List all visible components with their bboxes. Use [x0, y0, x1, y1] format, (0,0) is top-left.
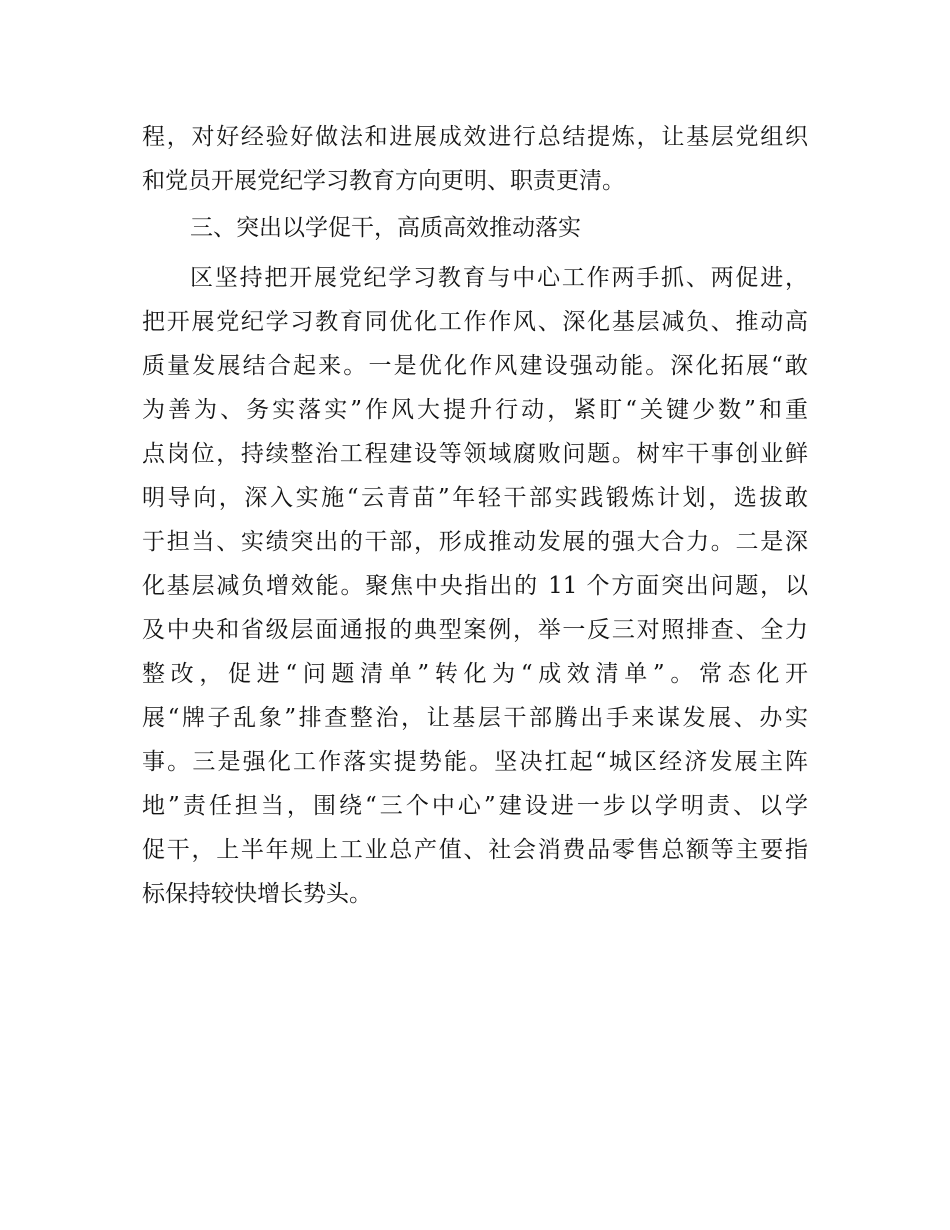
paragraph-line: 地”责任担当，围绕“三个中心”建设进一步以学明责、以学: [142, 793, 808, 819]
section-heading: 三、突出以学促干，高质高效推动落实: [190, 215, 581, 241]
paragraph-line: 点岗位，持续整治工程建设等领域腐败问题。树牢干事创业鲜: [142, 441, 808, 467]
paragraph-line: 展“牌子乱象”排查整治，让基层干部腾出手来谋发展、办实: [142, 705, 808, 731]
paragraph-line: 和党员开展党纪学习教育方向更明、职责更清。: [142, 168, 625, 194]
paragraph-line: 把开展党纪学习教育同优化工作作风、深化基层减负、推动高: [142, 309, 808, 335]
paragraph-line: 整改，促进“问题清单”转化为“成效清单”。常态化开: [142, 661, 808, 687]
paragraph-line: 程，对好经验好做法和进展成效进行总结提炼，让基层党组织: [142, 124, 808, 150]
paragraph-line: 于担当、实绩突出的干部，形成推动发展的强大合力。二是深: [142, 529, 808, 555]
paragraph-line: 化基层减负增效能。聚焦中央指出的 11 个方面突出问题，以: [142, 573, 808, 599]
paragraph-line: 及中央和省级层面通报的典型案例，举一反三对照排查、全力: [142, 617, 808, 643]
paragraph-line: 明导向，深入实施“云青苗”年轻干部实践锻炼计划，选拔敢: [142, 485, 808, 511]
paragraph-line: 为善为、务实落实”作风大提升行动，紧盯“关键少数”和重: [142, 397, 808, 423]
paragraph-line: 区坚持把开展党纪学习教育与中心工作两手抓、两促进，: [190, 265, 808, 291]
paragraph-line: 质量发展结合起来。一是优化作风建设强动能。深化拓展“敢: [142, 353, 808, 379]
paragraph-line: 促干，上半年规上工业总产值、社会消费品零售总额等主要指: [142, 837, 808, 863]
paragraph-line: 标保持较快增长势头。: [142, 881, 372, 907]
paragraph-line: 事。三是强化工作落实提势能。坚决扛起“城区经济发展主阵: [142, 749, 808, 775]
